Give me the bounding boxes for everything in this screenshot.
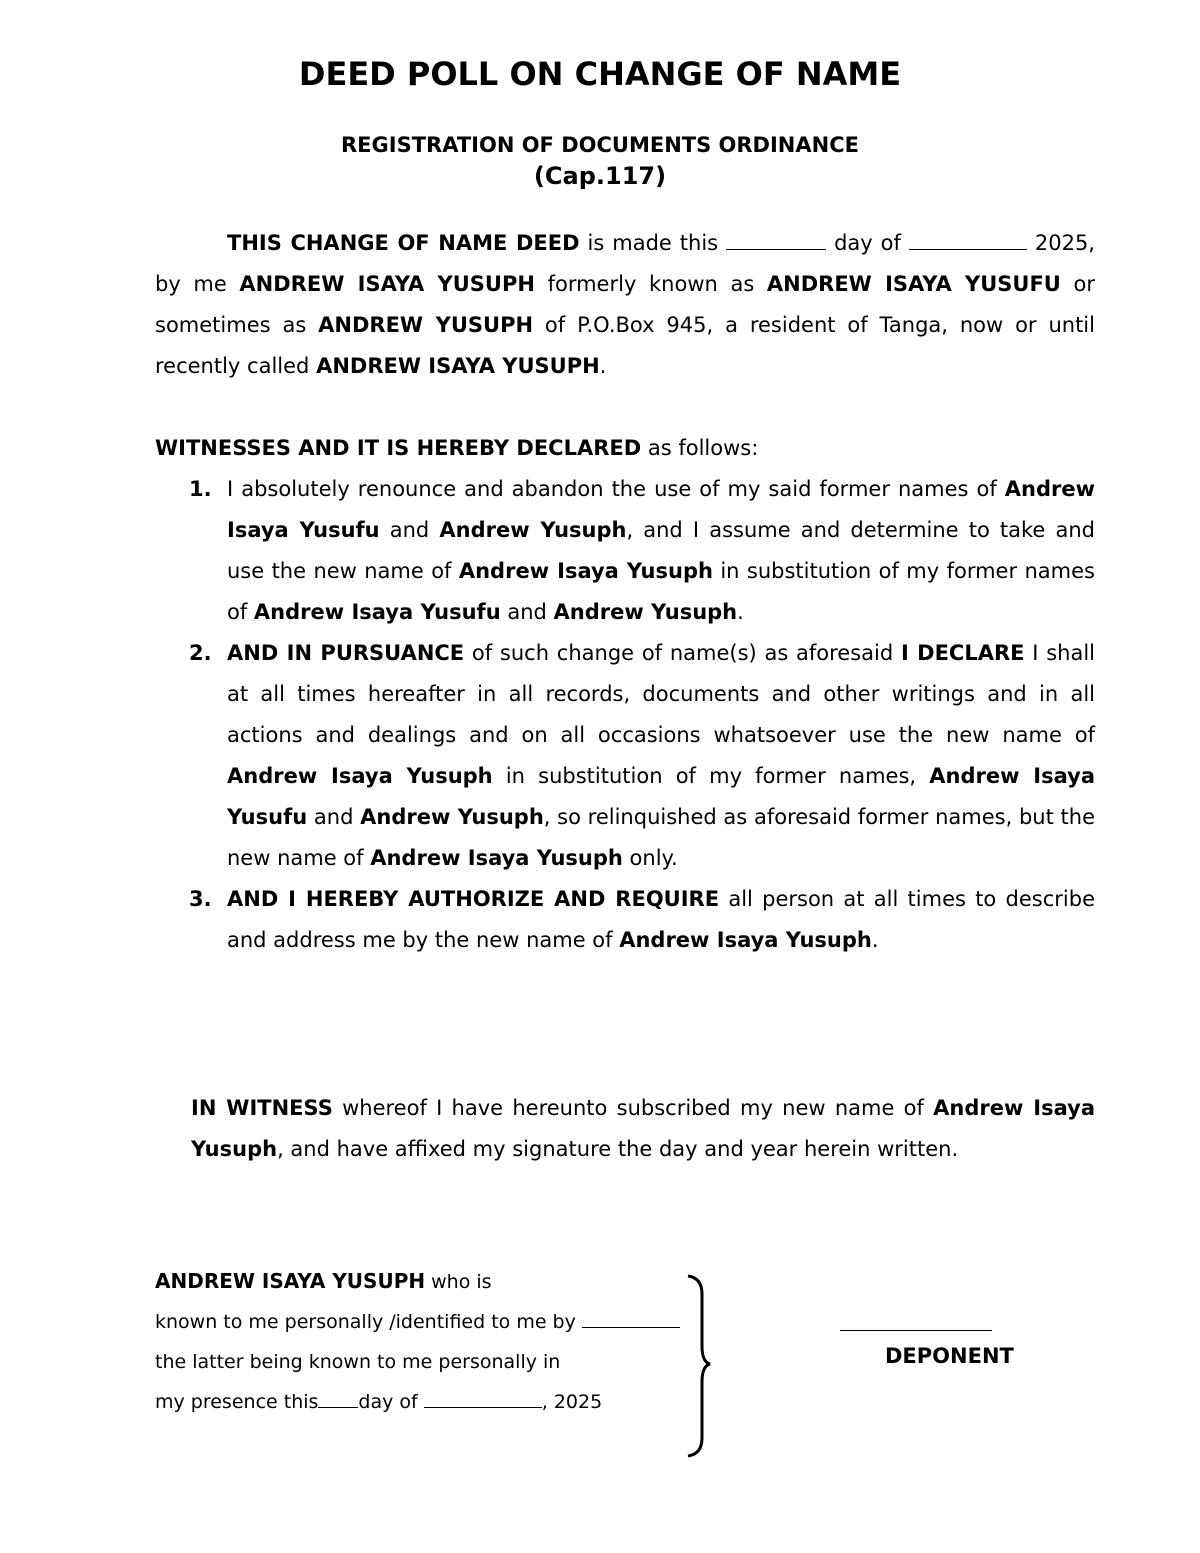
witnesses-rest: as follows: <box>641 436 759 460</box>
list-number: 3. <box>189 887 212 911</box>
declaration-list <box>155 469 1095 961</box>
intro-text: formerly known as <box>534 272 767 296</box>
witnesses-heading <box>155 428 1095 469</box>
curly-brace-icon <box>680 1272 720 1462</box>
jurat-line-4 <box>155 1382 675 1422</box>
current-name: ANDREW ISAYA YUSUPH <box>316 354 600 378</box>
intro-text: or sometimes as <box>155 272 1095 337</box>
chapter-reference: (Cap.117) <box>533 162 667 190</box>
list-number: 1. <box>189 477 212 501</box>
item-bold: Andrew Yusuph <box>360 805 544 829</box>
list-number: 2. <box>189 641 212 665</box>
intro-text: is made this <box>579 231 727 255</box>
jurat-line-2 <box>155 1302 675 1342</box>
in-witness-text: , and have affixed my signature the day and year herein written. <box>277 1137 959 1161</box>
item-text: I absolutely renounce and abandon the use of my said former names of <box>227 477 1005 501</box>
item-bold: Andrew Isaya Yusuph <box>370 846 623 870</box>
in-witness-name: Andrew Isaya Yusuph <box>191 1096 1096 1161</box>
item-text: in substitution of my former names, <box>492 764 930 788</box>
intro-text: . <box>599 354 607 378</box>
document-title: DEED POLL ON CHANGE OF NAME <box>298 55 902 93</box>
item-bold: Andrew Yusuph <box>553 600 738 624</box>
item-bold: Andrew Isaya Yusuph <box>227 764 493 788</box>
item-bold: I DECLARE <box>900 641 1025 665</box>
item-bold: Andrew Isaya Yusufu <box>253 600 501 624</box>
intro-paragraph <box>155 223 1095 387</box>
jurat-line-3: the latter being known to me personally in <box>155 1351 561 1373</box>
identifier-blank <box>582 1326 680 1328</box>
item-bold: Andrew Isaya Yusufu <box>227 764 1096 829</box>
witnesses-lead: WITNESSES AND IT IS HEREBY DECLARED <box>155 436 642 460</box>
new-name: ANDREW ISAYA YUSUPH <box>239 272 535 296</box>
jurat-text: my presence this <box>155 1391 319 1413</box>
jurat-day-blank <box>318 1406 358 1408</box>
jurat-month-blank <box>424 1406 542 1408</box>
item-text: and <box>500 600 554 624</box>
jurat-text: known to me personally /identified to me by <box>155 1311 582 1333</box>
item-text: and <box>379 518 440 542</box>
list-item <box>155 879 1095 961</box>
item-bold: Andrew Isaya Yusuph <box>458 559 713 583</box>
item-text: of such change of name(s) as aforesaid <box>464 641 901 665</box>
item-text: , and I assume and determine to take and use the new name of <box>227 518 1095 583</box>
item-text: . <box>737 600 744 624</box>
intro-text: 2025, by me <box>155 231 1095 296</box>
jurat-text: who is <box>425 1271 492 1293</box>
former-name-2: ANDREW YUSUPH <box>318 313 534 337</box>
jurat-name: ANDREW ISAYA YUSUPH <box>155 1269 426 1293</box>
deponent-label: DEPONENT <box>885 1344 1014 1368</box>
item-bold: Andrew Isaya Yusuph <box>619 928 872 952</box>
item-text: and <box>307 805 361 829</box>
intro-lead: THIS CHANGE OF NAME DEED <box>227 231 580 255</box>
item-bold: Andrew Yusuph <box>439 518 627 542</box>
in-witness-lead: IN WITNESS <box>191 1096 333 1120</box>
item-text: in substitution of my former names of <box>227 559 1095 624</box>
list-item <box>155 469 1095 633</box>
jurat-text: day of <box>358 1391 424 1413</box>
day-blank <box>726 248 826 250</box>
item-text: all person at all times to describe and address me by the new name of <box>227 887 1096 952</box>
item-bold: AND I HEREBY AUTHORIZE AND REQUIRE <box>227 887 720 911</box>
signature-line <box>840 1330 992 1331</box>
list-item <box>155 633 1095 879</box>
jurat-line-1 <box>155 1261 675 1302</box>
item-bold: AND IN PURSUANCE <box>227 641 465 665</box>
in-witness-text: whereof I have hereunto subscribed my new name of <box>332 1096 934 1120</box>
item-text: I shall at all times hereafter in all records, documents and other writings and in all actions and dealings and on all occasions whatsoever use the new name of <box>227 641 1095 747</box>
former-name-1: ANDREW ISAYA YUSUFU <box>766 272 1061 296</box>
jurat-block <box>155 1261 675 1422</box>
in-witness-paragraph <box>191 1088 1095 1170</box>
jurat-text: , 2025 <box>541 1391 603 1413</box>
item-bold: Andrew Isaya Yusufu <box>227 477 1095 542</box>
item-text: only. <box>622 846 678 870</box>
document-subtitle: REGISTRATION OF DOCUMENTS ORDINANCE <box>341 133 859 157</box>
item-text: , so relinquished as aforesaid former names, but the new name of <box>227 805 1096 870</box>
month-blank <box>909 248 1027 250</box>
intro-text: of P.O.Box 945, a resident of Tanga, now or until recently called <box>155 313 1095 378</box>
intro-text: day of <box>826 231 909 255</box>
item-text: . <box>871 928 879 952</box>
